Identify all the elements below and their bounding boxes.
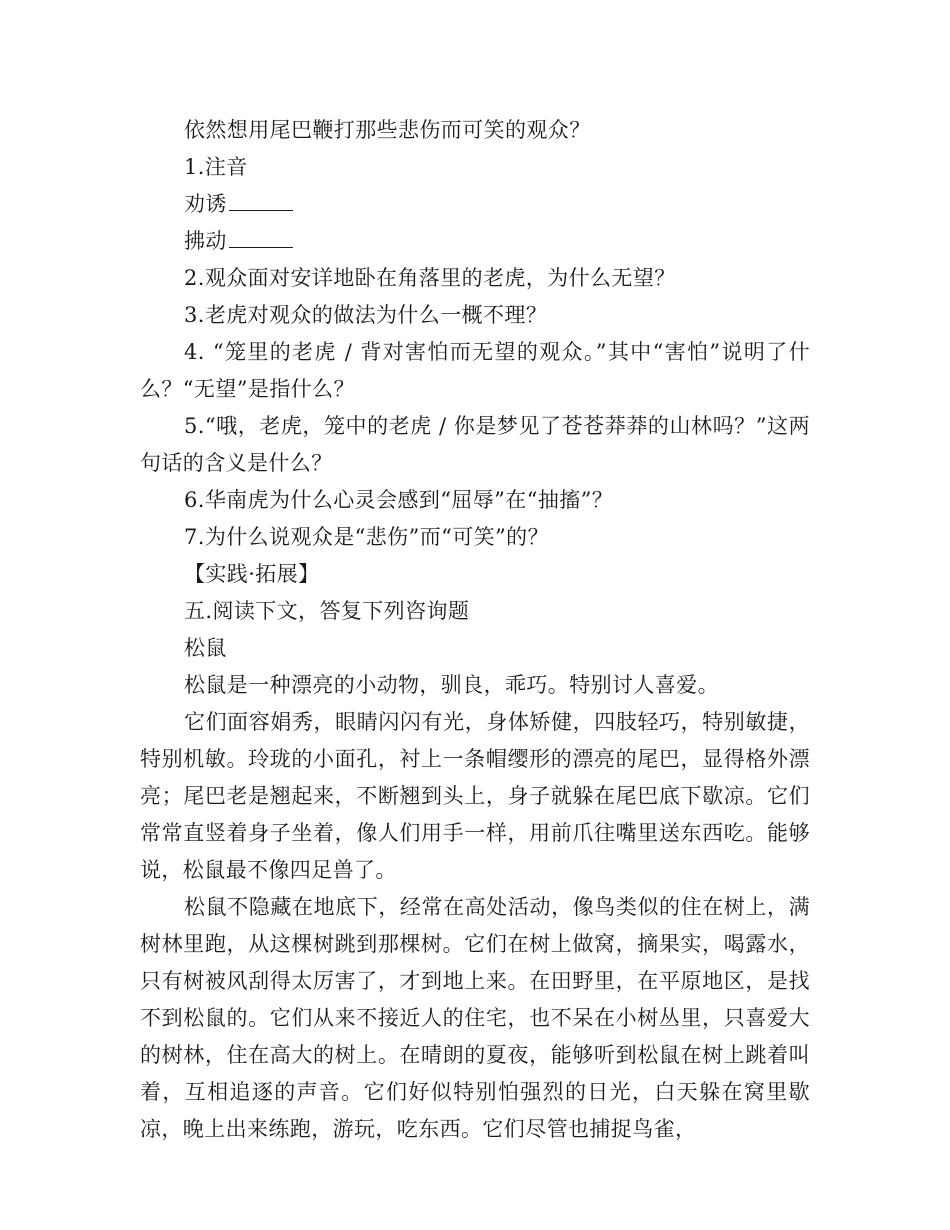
- pinyin-item: [140, 223, 810, 260]
- question: 2.观众面对安详地卧在角落里的老虎，为什么无望？: [184, 266, 676, 290]
- article-paragraph: 松鼠是一种漂亮的小动物，驯良，乖巧。特别讨人喜爱。: [184, 673, 719, 697]
- question: 3.老虎对观众的做法为什么一概不理？: [184, 303, 548, 327]
- poem-last-line: 依然想用尾巴鞭打那些悲伤而可笑的观众？: [184, 118, 591, 142]
- answer-blank: [229, 188, 293, 211]
- article-title: 松鼠: [184, 636, 227, 660]
- document-body: [140, 112, 810, 1148]
- pinyin-word: 劝诱: [184, 192, 227, 216]
- article-paragraph: 它们面容娟秀，眼睛闪闪有光，身体矫健，四肢轻巧，特别敏捷，特别机敏。玲珑的小面孔，衬上一条帽缨形的漂亮的尾巴，显得格外漂亮；尾巴老是翘起来，不断翘到头上，身子就躲在尾巴底下歇凉。它们常常直竖着身子坐着，像人们用手一样，用前爪往嘴里送东西吃。能够说，松鼠最不像四足兽了。: [140, 710, 810, 882]
- question-1-heading: 1.注音: [184, 155, 248, 179]
- task-instruction: 五.阅读下文，答复下列咨询题: [184, 599, 470, 623]
- question: 4. “笼里的老虎 / 背对害怕而无望的观众。”其中“害怕”说明了什么？“无望”是指什么？: [140, 340, 810, 401]
- pinyin-item: [140, 186, 810, 223]
- question: 7.为什么说观众是“悲伤”而“可笑”的？: [184, 525, 549, 549]
- question: 5.“哦，老虎，笼中的老虎 / 你是梦见了苍苍莽莽的山林吗？”这两句话的含义是什么？: [140, 414, 810, 475]
- question: 6.华南虎为什么心灵会感到“屈辱”在“抽搐”？: [184, 488, 614, 512]
- pinyin-word: 拂动: [184, 229, 227, 253]
- article-paragraph: 松鼠不隐藏在地底下，经常在高处活动，像鸟类似的住在树上，满树林里跑，从这棵树跳到那棵树。它们在树上做窝，摘果实，喝露水，只有树被风刮得太厉害了，才到地上来。在田野里，在平原地区，是找不到松鼠的。它们从来不接近人的住宅，也不呆在小树丛里，只喜爱大的树林，住在高大的树上。在晴朗的夏夜，能够听到松鼠在树上跳着叫着，互相追逐的声音。它们好似特别怕强烈的日光，白天躲在窝里歇凉，晚上出来练跑，游玩，吃东西。它们尽管也捕捉鸟雀，: [140, 895, 810, 1141]
- section-heading: 【实践·拓展】: [184, 562, 320, 586]
- answer-blank: [229, 225, 293, 248]
